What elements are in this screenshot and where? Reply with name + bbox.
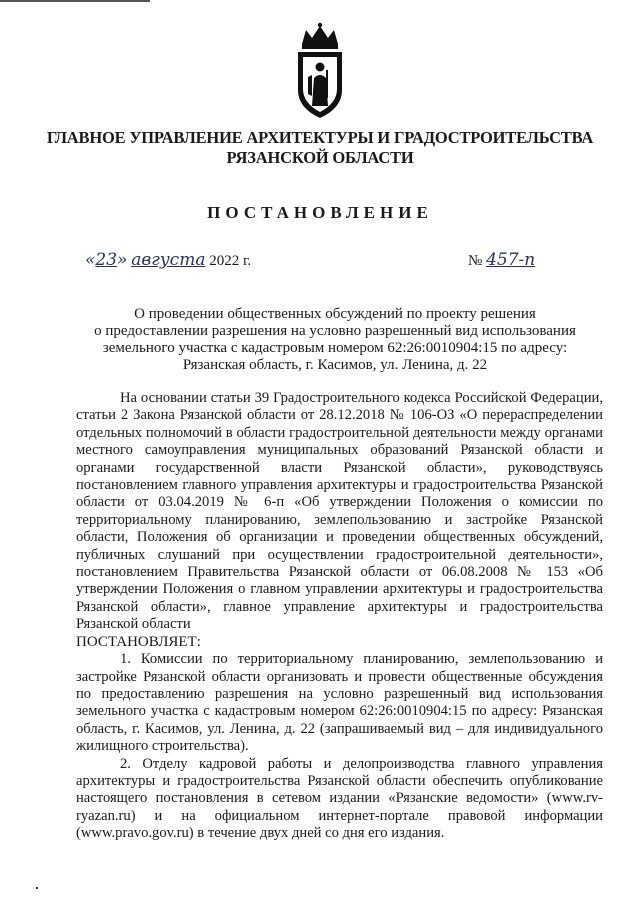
item-2-paragraph: 2. Отделу кадровой работы и делопроизводства главного управления архитектуры и градостроительства Рязанской области обеспечить опубликование настоящего постановления в сетевом издании «Рязанские ведомости» (www.rv-ryazan.ru) и на официальном интернет-портале правовой информации (www.pravo.gov.ru) в течение двух дней со дня его издания.: [76, 755, 603, 842]
scan-speck: [36, 887, 38, 889]
item-1-paragraph: 1. Комиссии по территориальному планированию, землепользованию и застройке Рязанской области организовать и провести общественные обсуждения по предоставлению разрешения на условно разрешенный вид использования земельного участка с кадастровым номером 62:26:0010904:15 по адресу: Рязанская область, г. Касимов, ул. Ленина, д. 22 (запрашиваемый вид – для индивидуального жилищного строительства).: [76, 651, 603, 755]
subject-line-3: земельного участка с кадастровым номером 62:26:0010904:15 по адресу:: [102, 340, 568, 356]
scan-edge-line: [0, 0, 150, 2]
preamble-paragraph: На основании статьи 39 Градостроительного кодекса Российской Федерации, статьи 2 Закона Рязанской области от 28.12.2018 № 106-ОЗ «О перераспределении отдельных полномочий в области градостроительной деятельности между органами местного самоуправления муниципальных образований Рязанской области и органами государственной власти Рязанской области», руководствуясь постановлением главного управления архитектуры и градостроительства Рязанской области от 03.04.2019 № 6-п «Об утверждении Положения о комиссии по территориальному планированию, землепользованию и застройке Рязанской области, Положения об организации и проведении общественных обсуждений, публичных слушаний при осуществлении градостроительной деятельности», постановлением Правительства Рязанской области от 06.08.2008 № 153 «Об утверждении Положения о главном управлении архитектуры и градостроительства Рязанской области», главное управление архитектуры и градостроительства Рязанской области: [76, 390, 603, 633]
subject-line-4: Рязанская область, г. Касимов, ул. Ленина, д. 22: [182, 357, 488, 373]
resolves-heading: ПОСТАНОВЛЯЕТ:: [76, 633, 201, 650]
document-subject: [70, 306, 600, 374]
agency-line-2: РЯЗАНСКОЙ ОБЛАСТИ: [226, 148, 414, 167]
document-number: [468, 250, 535, 270]
date-day: 23: [95, 250, 118, 270]
document-type-title: ПОСТАНОВЛЕНИЕ: [207, 203, 433, 222]
coat-of-arms-icon: [288, 22, 352, 122]
agency-name: [40, 128, 600, 168]
number-prefix: №: [468, 253, 483, 269]
agency-line-1: ГЛАВНОЕ УПРАВЛЕНИЕ АРХИТЕКТУРЫ И ГРАДОСТРОИТЕЛЬСТВА: [46, 128, 594, 147]
document-body: [76, 390, 603, 843]
subject-line-2: о предоставлении разрешения на условно разрешенный вид использования: [94, 323, 576, 339]
date-month: августа: [131, 250, 206, 270]
document-date: [85, 250, 251, 270]
subject-line-1: О проведении общественных обсуждений по проекту решения: [134, 306, 536, 322]
date-close-quote: »: [117, 250, 128, 270]
date-open-quote: «: [85, 250, 96, 270]
date-year: 2022 г.: [209, 253, 252, 269]
number-value: 457-п: [486, 250, 536, 270]
